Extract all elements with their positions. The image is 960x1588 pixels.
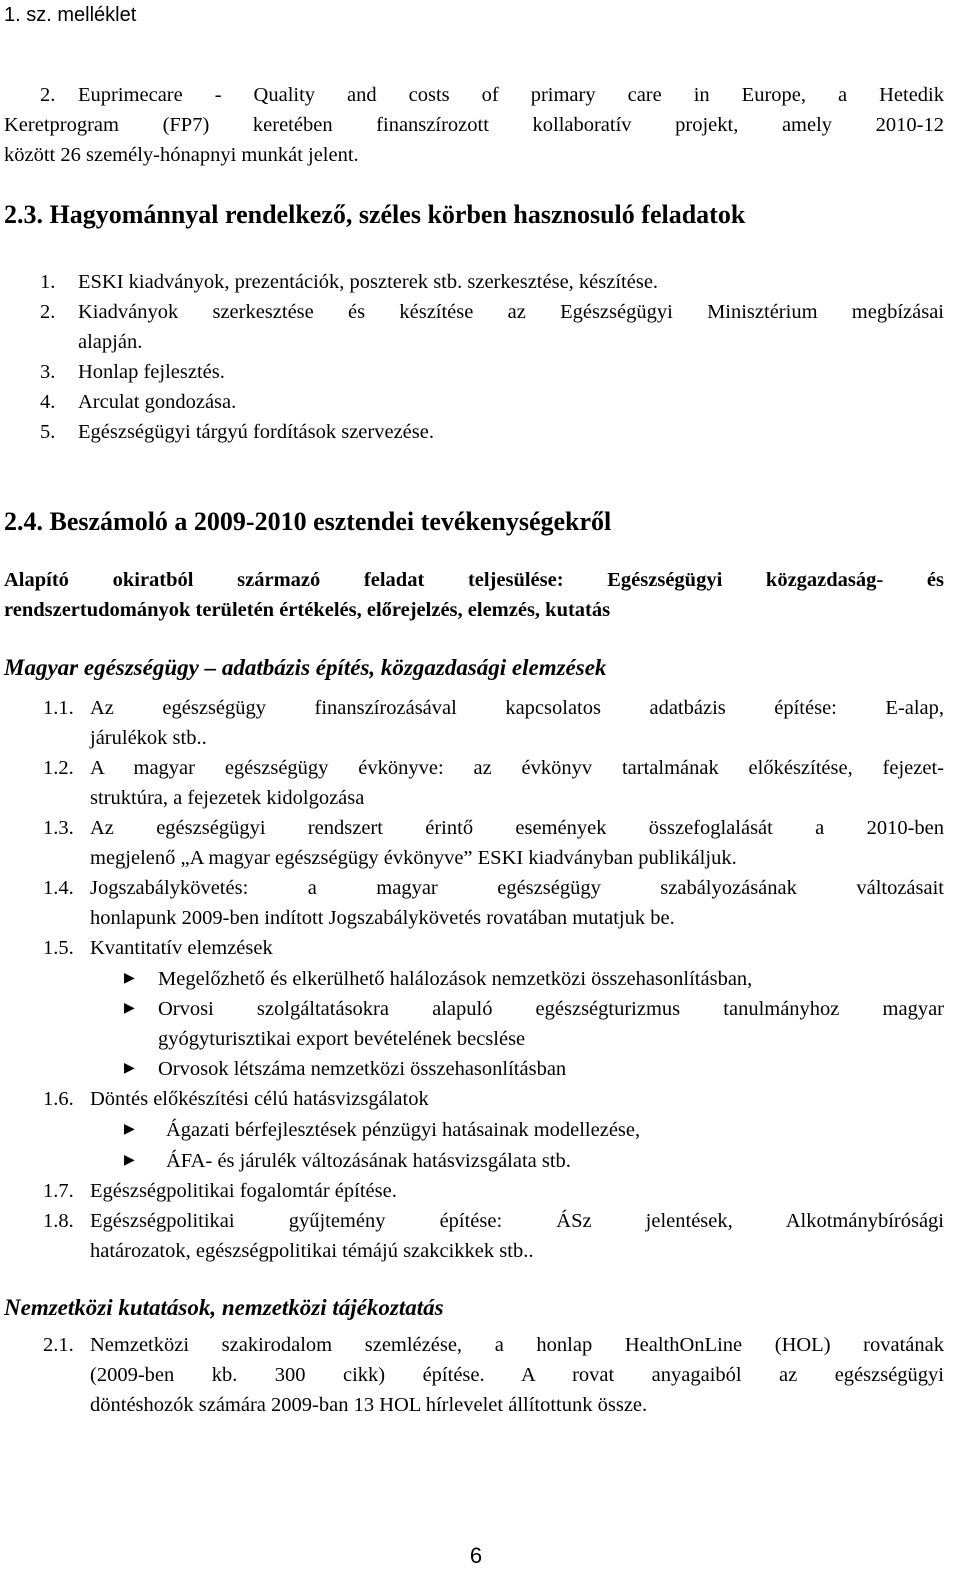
- list-item-text: ESKI kiadványok, prezentációk, poszterek stb. szerkesztése, készítése.: [78, 271, 659, 293]
- section-2-3-heading: 2.3. Hagyománnyal rendelkező, széles körben hasznosuló feladatok: [4, 200, 746, 229]
- section-2-4-intro-line-1: Alapító okiratból származó feladat teljesülése: Egészségügyi közgazdaság- és: [4, 569, 944, 591]
- intro-item-number: 2.: [40, 84, 56, 106]
- list-item-line: Egészségpolitikai gyűjtemény építése: ÁSz jelentések, Alkotmánybírósági: [90, 1210, 944, 1232]
- arrow-right-icon: ▶: [124, 971, 135, 986]
- bullet-item-line: ÁFA- és járulék változásának hatásvizsgálata stb.: [166, 1150, 571, 1172]
- list-item-number: 3.: [40, 361, 56, 383]
- list-item-number: 1.6.: [43, 1088, 74, 1110]
- list-item-number: 1.: [40, 271, 56, 293]
- subsection-heading: Nemzetközi kutatások, nemzetközi tájékoztatás: [4, 1295, 444, 1320]
- arrow-right-icon: ▶: [124, 1001, 135, 1016]
- list-item-number: 2.: [40, 301, 56, 323]
- list-item-line: (2009-ben kb. 300 cikk) építése. A rovat anyagaiból az egészségügyi: [90, 1364, 944, 1386]
- section-2-4-heading: 2.4. Beszámoló a 2009-2010 esztendei tevékenységekről: [4, 507, 612, 536]
- list-item-line: járulékok stb..: [90, 727, 207, 749]
- subsection-heading: Magyar egészségügy – adatbázis építés, közgazdasági elemzések: [4, 655, 607, 680]
- list-item-line: struktúra, a fejezetek kidolgozása: [90, 787, 365, 809]
- arrow-right-icon: ▶: [124, 1061, 135, 1076]
- list-item-number: 1.4.: [43, 877, 74, 899]
- list-item-line: Jogszabálykövetés: a magyar egészségügy szabályozásának változásait: [90, 877, 944, 899]
- list-item-text: Egészségügyi tárgyú fordítások szervezése.: [78, 421, 434, 443]
- intro-item-line-1: Euprimecare - Quality and costs of primary care in Europe, a Hetedik: [78, 84, 944, 106]
- bullet-item-line: gyógyturisztikai export bevételének becslése: [158, 1028, 526, 1050]
- list-item-number: 1.5.: [43, 937, 74, 959]
- section-2-4-intro-line-2: rendszertudományok területén értékelés, előrejelzés, elemzés, kutatás: [4, 599, 611, 621]
- list-item-number: 1.8.: [43, 1210, 74, 1232]
- list-item-line: Kvantitatív elemzések: [90, 937, 273, 959]
- list-item-line: megjelenő „A magyar egészségügy évkönyve” ESKI kiadványban publikáljuk.: [90, 847, 737, 869]
- bullet-item-line: Orvosok létszáma nemzetközi összehasonlításban: [158, 1058, 567, 1080]
- list-item-line: Döntés előkészítési célú hatásvizsgálatok: [90, 1088, 429, 1110]
- list-item-line: Az egészségügyi rendszert érintő események összefoglalását a 2010-ben: [90, 817, 944, 839]
- list-item-number: 2.1.: [43, 1334, 74, 1356]
- intro-item-line-3: között 26 személy-hónapnyi munkát jelent.: [4, 144, 359, 166]
- list-item-text: Arculat gondozása.: [78, 391, 237, 413]
- list-item-number: 5.: [40, 421, 56, 443]
- list-item-number: 1.2.: [43, 757, 74, 779]
- list-item-number: 4.: [40, 391, 56, 413]
- bullet-item-line: Ágazati bérfejlesztések pénzügyi hatásainak modellezése,: [166, 1119, 641, 1141]
- page-header: 1. sz. melléklet: [4, 4, 137, 26]
- list-item-text-continued: alapján.: [78, 331, 143, 353]
- list-item-number: 1.3.: [43, 817, 74, 839]
- bullet-item-line: Orvosi szolgáltatásokra alapuló egészségturizmus tanulmányhoz magyar: [158, 998, 944, 1020]
- list-item-line: határozatok, egészségpolitikai témájú szakcikkek stb..: [90, 1240, 534, 1262]
- arrow-right-icon: ▶: [124, 1122, 135, 1137]
- list-item-line: Egészségpolitikai fogalomtár építése.: [90, 1180, 397, 1202]
- list-item-line: A magyar egészségügy évkönyve: az évkönyv tartalmának előkészítése, fejezet-: [90, 757, 944, 779]
- page-number: 6: [469, 1543, 483, 1568]
- intro-item-line-2: Keretprogram (FP7) keretében finanszírozott kollaboratív projekt, amely 2010-12: [4, 114, 944, 136]
- list-item-line: Az egészségügy finanszírozásával kapcsolatos adatbázis építése: E-alap,: [90, 697, 944, 719]
- list-item-number: 1.1.: [43, 697, 74, 719]
- arrow-right-icon: ▶: [124, 1153, 135, 1168]
- list-item-text: Honlap fejlesztés.: [78, 361, 225, 383]
- list-item-line: döntéshozók számára 2009-ban 13 HOL hírlevelet állítottunk össze.: [90, 1394, 648, 1416]
- list-item-text: Kiadványok szerkesztése és készítése az Egészségügyi Minisztérium megbízásai: [78, 301, 944, 323]
- list-item-line: honlapunk 2009-ben indított Jogszabálykövetés rovatában mutatjuk be.: [90, 907, 675, 929]
- list-item-number: 1.7.: [43, 1180, 74, 1202]
- list-item-line: Nemzetközi szakirodalom szemlézése, a honlap HealthOnLine (HOL) rovatának: [90, 1334, 944, 1356]
- bullet-item-line: Megelőzhető és elkerülhető halálozások nemzetközi összehasonlításban,: [158, 968, 753, 990]
